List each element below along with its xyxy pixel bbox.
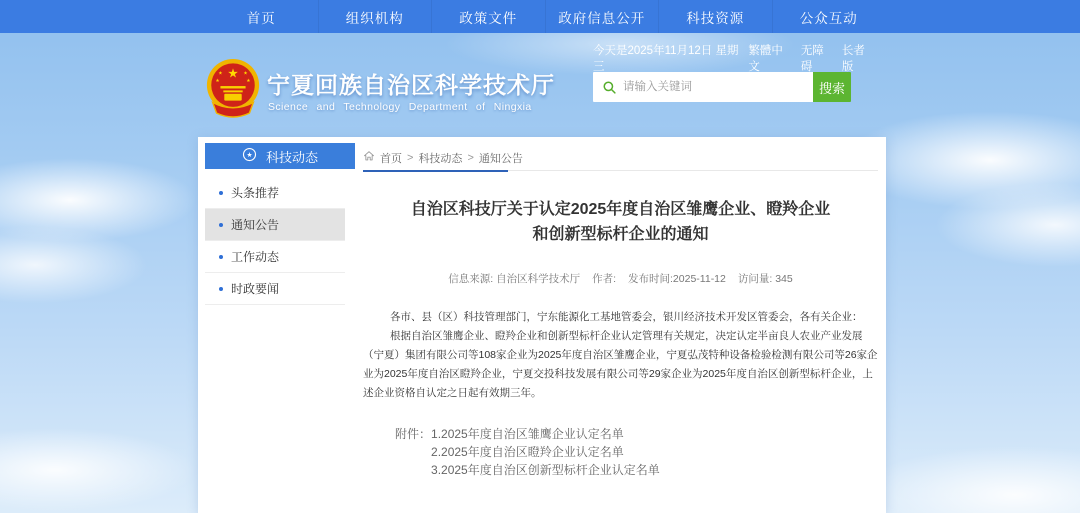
- svg-text:★: ★: [218, 71, 223, 77]
- national-emblem-icon: [204, 57, 262, 119]
- nav-item-policy-documents[interactable]: 政策文件: [431, 0, 545, 33]
- sidebar-item-current-politics[interactable]: [205, 273, 345, 305]
- meta-source: 信息来源: 自治区科学技术厅: [448, 273, 581, 285]
- home-icon: [363, 150, 375, 165]
- article-title: [363, 197, 878, 247]
- search-bar: [593, 72, 851, 102]
- site-subtitle-en: Science and Technology Department of Ningxia: [268, 101, 532, 113]
- meta-author: 作者:: [592, 273, 617, 285]
- bullet-dot-icon: [219, 255, 223, 259]
- site-title: 宁夏回族自治区科学技术厅: [267, 72, 555, 98]
- sidebar-item-headlines[interactable]: [205, 177, 345, 209]
- nav-item-home[interactable]: 首页: [246, 10, 276, 26]
- breadcrumb-separator: >: [467, 151, 474, 164]
- sidebar-item-label: 工作动态: [231, 250, 280, 264]
- meta-publish-time: 发布时间:2025-11-12: [628, 273, 726, 285]
- header-utility-row: [593, 44, 876, 73]
- sidebar-title: 科技动态: [265, 149, 318, 165]
- bullet-dot-icon: [219, 287, 223, 291]
- sidebar-item-notices[interactable]: [205, 209, 345, 241]
- attachments-label: 附件：: [395, 427, 432, 441]
- article-paragraph: 根据自治区雏鹰企业、瞪羚企业和创新型标杆企业认定管理有关规定，决定认定半亩良人农业产业发展（宁夏）集团有限公司等108家企业为2025年度自治区雏鹰企业，宁夏弘茂特种设备检验检测有限公司等26家企业为2025年度自治区瞪羚企业，宁夏交投科技发展有限公司等29家企业为2025年度自治区创新型标杆企业，上述企业资格自认定之日起有效期三年。: [363, 330, 878, 399]
- link-traditional-chinese[interactable]: 繁體中文: [748, 44, 783, 73]
- top-navigation: [0, 0, 1080, 33]
- bullet-dot-icon: [219, 191, 223, 195]
- attachments-block: [395, 425, 878, 479]
- attachment-link-gazelle-list[interactable]: 2.2025年度自治区瞪羚企业认定名单: [431, 445, 624, 459]
- content-panel: [198, 137, 886, 513]
- meta-visits: 访问量: 345: [737, 273, 793, 285]
- search-icon: [602, 80, 617, 100]
- sidebar-menu: [205, 177, 345, 305]
- nav-item-gov-info-disclosure[interactable]: 政府信息公开: [545, 0, 659, 33]
- svg-text:★: ★: [246, 152, 253, 160]
- link-elder-version[interactable]: 长者版: [841, 44, 865, 73]
- article-paragraph: 各市、县（区）科技管理部门，宁东能源化工基地管委会，银川经济技术开发区管委会，各有关企业：: [390, 311, 863, 323]
- sidebar-item-label: 时政要闻: [231, 282, 280, 296]
- circle-star-icon: [242, 147, 257, 165]
- sidebar-header: [205, 143, 355, 169]
- sidebar-item-label: 头条推荐: [231, 186, 280, 200]
- svg-text:★: ★: [246, 79, 251, 85]
- article-area: [363, 137, 886, 479]
- bullet-dot-icon: [219, 223, 223, 227]
- search-button[interactable]: 搜索: [813, 72, 851, 102]
- sidebar: [205, 143, 355, 305]
- svg-text:★: ★: [215, 79, 220, 85]
- search-box: [593, 72, 813, 102]
- article-title-line2: 和创新型标杆企业的通知: [532, 226, 709, 243]
- breadcrumb-home[interactable]: 首页: [380, 152, 402, 165]
- current-date: 今天是2025年11月12日 星期三: [593, 44, 739, 73]
- attachment-link-eagle-list[interactable]: 1.2025年度自治区雏鹰企业认定名单: [431, 427, 624, 441]
- sidebar-item-label: 通知公告: [231, 218, 280, 232]
- article-title-line1: 自治区科技厅关于认定2025年度自治区雏鹰企业、瞪羚企业: [410, 201, 831, 218]
- attachment-link-benchmark-list[interactable]: 3.2025年度自治区创新型标杆企业认定名单: [431, 463, 660, 477]
- national-emblem-logo: [204, 57, 262, 119]
- link-accessibility[interactable]: 无障碍: [800, 44, 824, 73]
- search-input[interactable]: [623, 72, 808, 102]
- breadcrumb-sci-tech-news[interactable]: 科技动态: [418, 152, 463, 165]
- nav-item-public-interaction[interactable]: 公众互动: [772, 0, 886, 33]
- top-navigation-items: [205, 0, 885, 33]
- article-meta: [363, 271, 878, 286]
- breadcrumb-current: 通知公告: [478, 152, 523, 165]
- sidebar-item-work-updates[interactable]: [205, 241, 345, 273]
- nav-item-organization[interactable]: 组织机构: [318, 0, 432, 33]
- svg-text:★: ★: [227, 66, 239, 81]
- article-body: [363, 308, 878, 403]
- breadcrumb-separator: >: [407, 151, 414, 164]
- breadcrumb: [363, 145, 878, 171]
- svg-text:★: ★: [243, 71, 248, 77]
- nav-item-sci-tech-resources[interactable]: 科技资源: [658, 0, 772, 33]
